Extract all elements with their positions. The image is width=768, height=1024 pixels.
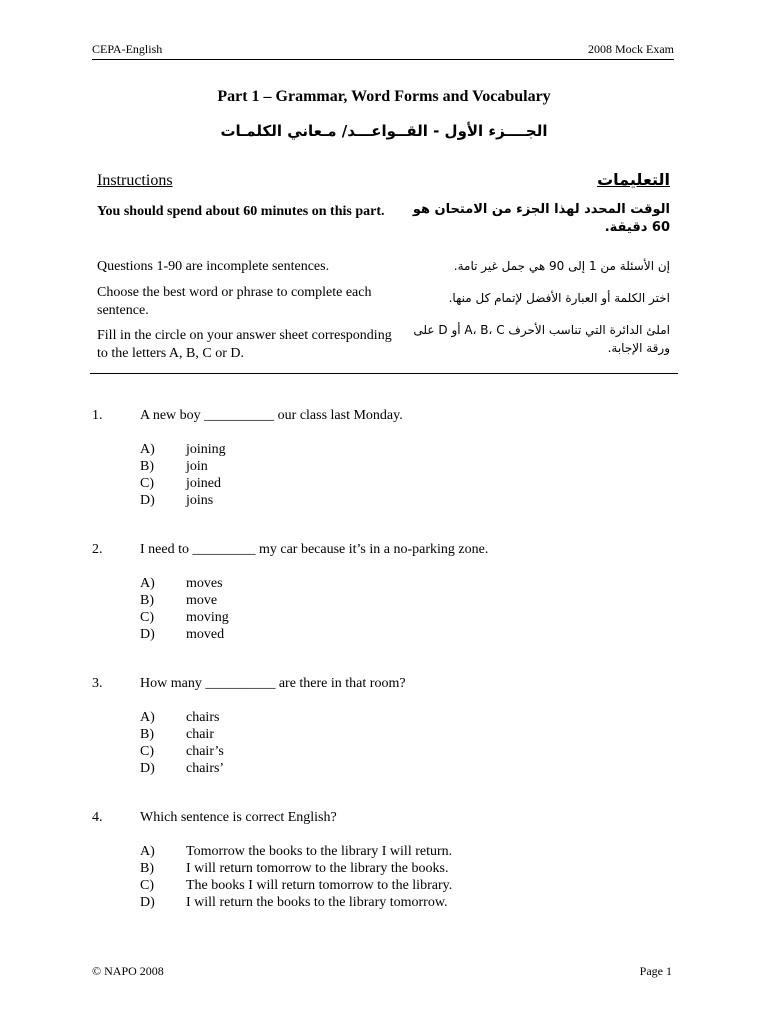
option-text: joined (186, 476, 221, 491)
option-letter: B) (140, 727, 154, 742)
answer-option (140, 459, 640, 476)
option-text: I will return the books to the library tomorrow. (186, 895, 448, 910)
header-course: CEPA-English (92, 42, 163, 56)
option-text: chairs (186, 710, 220, 725)
option-letter: B) (140, 459, 154, 474)
answer-option (140, 895, 640, 912)
answer-option (140, 844, 640, 861)
option-letter: D) (140, 761, 155, 776)
question-number: 2. (92, 542, 103, 557)
question-number: 3. (92, 676, 103, 691)
option-letter: B) (140, 861, 154, 876)
answer-option (140, 627, 640, 644)
answer-option (140, 493, 640, 510)
instruction-fill-arabic: املئ الدائرة التي تناسب الأحرف A، B، C أو D على ورقة الإجابة. (413, 323, 670, 355)
instruction-questions: Questions 1-90 are incomplete sentences. (97, 259, 330, 274)
answer-option (140, 476, 640, 493)
option-letter: C) (140, 878, 154, 893)
header-exam: 2008 Mock Exam (588, 42, 674, 56)
answer-option (140, 576, 640, 593)
option-letter: C) (140, 476, 154, 491)
option-letter: A) (140, 710, 155, 725)
instruction-questions-arabic: إن الأسئلة من 1 إلى 90 هي جمل غير تامة. (453, 259, 670, 273)
question-text: How many __________ are there in that room? (140, 676, 406, 691)
answer-option (140, 744, 640, 761)
answer-option (140, 878, 640, 895)
option-text: join (186, 459, 208, 474)
instructions-heading: Instructions (97, 172, 173, 189)
footer-copyright: © NAPO 2008 (92, 964, 164, 978)
option-text: moving (186, 610, 229, 625)
part-title-arabic: الجــــزء الأول - القــواعـــد/ مـعاني الكلمـات (220, 122, 548, 140)
instructions-heading-arabic: التعليمات (597, 170, 670, 189)
answer-option (140, 442, 640, 459)
option-text: moved (186, 627, 225, 642)
option-letter: C) (140, 610, 154, 625)
instruction-time-arabic: الوقت المحدد لهذا الجزء من الامتحان هو 60 دقيقة. (412, 202, 670, 235)
instruction-choose-arabic: اختر الكلمة أو العبارة الأفضل لإتمام كل منها. (448, 291, 670, 305)
answer-option (140, 761, 640, 778)
question-number: 4. (92, 810, 103, 825)
question-text: I need to _________ my car because it’s in a no-parking zone. (140, 542, 489, 557)
option-text: chair’s (186, 744, 224, 759)
answer-option (140, 727, 640, 744)
section-divider (90, 373, 678, 374)
answer-options (140, 576, 640, 644)
option-text: The books I will return tomorrow to the library. (186, 878, 453, 893)
option-text: I will return tomorrow to the library the books. (186, 861, 449, 876)
option-letter: A) (140, 576, 155, 591)
page-header (92, 42, 674, 60)
option-text: chairs’ (186, 761, 225, 776)
question-text: A new boy __________ our class last Monday. (140, 408, 403, 423)
option-letter: D) (140, 627, 155, 642)
question-text: Which sentence is correct English? (140, 810, 337, 825)
question-number: 1. (92, 408, 103, 423)
answer-options (140, 442, 640, 510)
instruction-time: You should spend about 60 minutes on this part. (97, 204, 385, 219)
option-text: joins (186, 493, 214, 508)
option-text: move (186, 593, 218, 608)
answer-option (140, 610, 640, 627)
option-letter: A) (140, 844, 155, 859)
answer-option (140, 593, 640, 610)
footer-page-number: Page 1 (639, 964, 672, 978)
option-letter: D) (140, 493, 155, 508)
answer-options (140, 710, 640, 778)
option-letter: C) (140, 744, 154, 759)
option-letter: A) (140, 442, 155, 457)
answer-option (140, 861, 640, 878)
instruction-choose: Choose the best word or phrase to complete each sentence. (97, 285, 372, 318)
option-letter: B) (140, 593, 154, 608)
option-text: Tomorrow the books to the library I will return. (186, 844, 453, 859)
option-text: joining (186, 442, 226, 457)
part-title: Part 1 – Grammar, Word Forms and Vocabulary (217, 88, 551, 105)
instruction-fill: Fill in the circle on your answer sheet corresponding to the letters A, B, C or D. (97, 328, 392, 361)
answer-options (140, 844, 640, 912)
option-text: chair (186, 727, 214, 742)
option-letter: D) (140, 895, 155, 910)
option-text: moves (186, 576, 223, 591)
answer-option (140, 710, 640, 727)
